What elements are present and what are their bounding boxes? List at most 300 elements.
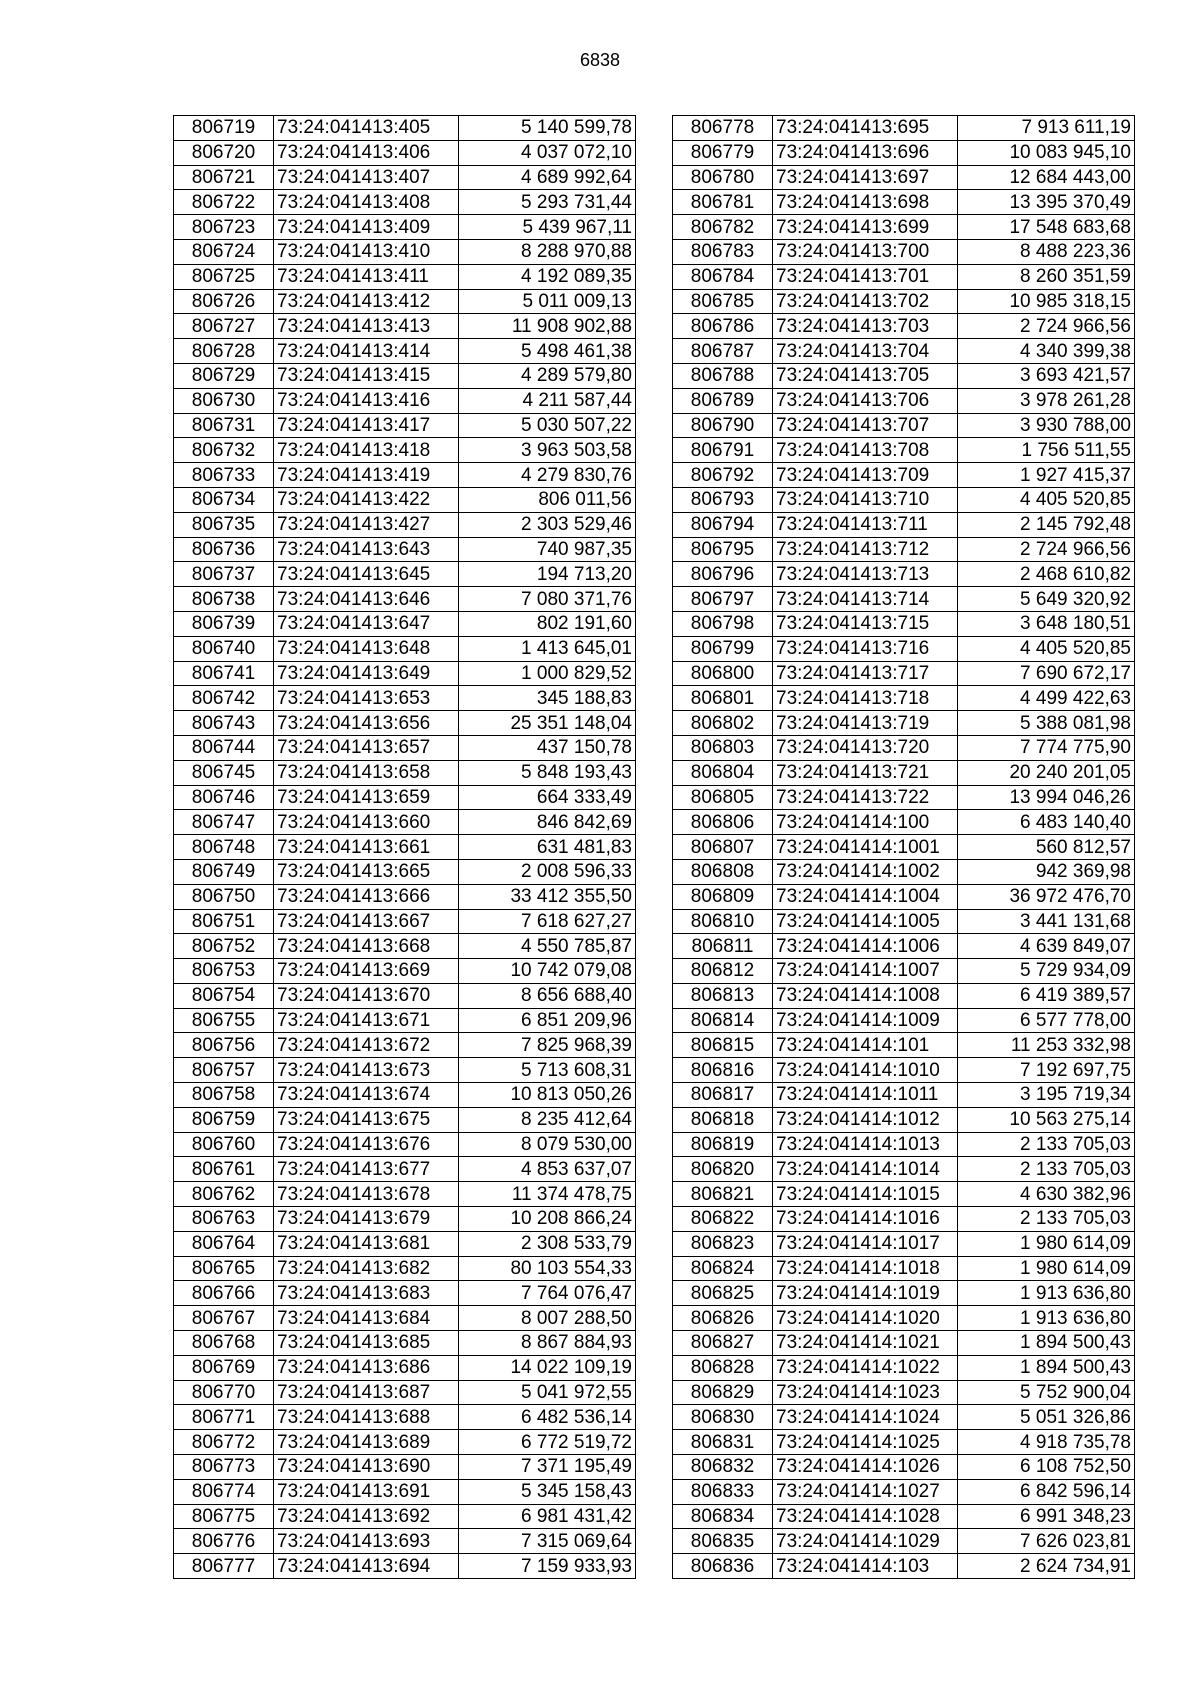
row-number: 806746 [174, 785, 274, 810]
row-number: 806824 [673, 1256, 773, 1281]
row-number: 806774 [174, 1479, 274, 1504]
row-number: 806811 [673, 934, 773, 959]
table-row [673, 1504, 1135, 1529]
table-row [174, 537, 636, 562]
table-row [174, 1331, 636, 1356]
row-number: 806719 [174, 116, 274, 141]
row-number: 806812 [673, 959, 773, 984]
cadastral-number: 73:24:041413:712 [773, 537, 958, 562]
row-number: 806771 [174, 1405, 274, 1430]
table-row [174, 1182, 636, 1207]
cadastral-number: 73:24:041414:1020 [773, 1306, 958, 1331]
table-row [174, 438, 636, 463]
table-row [673, 1281, 1135, 1306]
row-number: 806797 [673, 587, 773, 612]
row-number: 806785 [673, 289, 773, 314]
table-row [174, 1008, 636, 1033]
table-row [673, 1182, 1135, 1207]
right-table [672, 115, 1135, 1579]
table-row [673, 1207, 1135, 1232]
cadastral-value: 942 369,98 [958, 859, 1135, 884]
row-number: 806796 [673, 562, 773, 587]
cadastral-number: 73:24:041414:1009 [773, 1008, 958, 1033]
cadastral-value: 4 289 579,80 [459, 363, 636, 388]
cadastral-number: 73:24:041413:674 [274, 1083, 459, 1108]
cadastral-value: 11 374 478,75 [459, 1182, 636, 1207]
cadastral-value: 7 618 627,27 [459, 909, 636, 934]
row-number: 806809 [673, 884, 773, 909]
row-number: 806763 [174, 1207, 274, 1232]
row-number: 806798 [673, 611, 773, 636]
table-row [673, 785, 1135, 810]
cadastral-number: 73:24:041413:713 [773, 562, 958, 587]
row-number: 806789 [673, 388, 773, 413]
cadastral-number: 73:24:041414:1017 [773, 1231, 958, 1256]
table-row [673, 1107, 1135, 1132]
cadastral-number: 73:24:041413:702 [773, 289, 958, 314]
cadastral-number: 73:24:041414:1027 [773, 1479, 958, 1504]
cadastral-number: 73:24:041413:700 [773, 239, 958, 264]
table-row [673, 636, 1135, 661]
cadastral-number: 73:24:041413:715 [773, 611, 958, 636]
cadastral-value: 1 894 500,43 [958, 1355, 1135, 1380]
cadastral-number: 73:24:041413:708 [773, 438, 958, 463]
row-number: 806832 [673, 1455, 773, 1480]
cadastral-value: 3 441 131,68 [958, 909, 1135, 934]
row-number: 806786 [673, 314, 773, 339]
row-number: 806733 [174, 463, 274, 488]
cadastral-value: 5 498 461,38 [459, 339, 636, 364]
cadastral-number: 73:24:041414:103 [773, 1554, 958, 1579]
table-row [673, 1430, 1135, 1455]
table-row [673, 537, 1135, 562]
cadastral-number: 73:24:041414:1002 [773, 859, 958, 884]
cadastral-value: 1 413 645,01 [459, 636, 636, 661]
cadastral-value: 2 624 734,91 [958, 1554, 1135, 1579]
table-row [673, 1256, 1135, 1281]
cadastral-number: 73:24:041414:1007 [773, 959, 958, 984]
table-row [174, 388, 636, 413]
row-number: 806787 [673, 339, 773, 364]
cadastral-number: 73:24:041413:719 [773, 711, 958, 736]
cadastral-value: 36 972 476,70 [958, 884, 1135, 909]
cadastral-number: 73:24:041413:415 [274, 363, 459, 388]
cadastral-number: 73:24:041414:1004 [773, 884, 958, 909]
row-number: 806829 [673, 1380, 773, 1405]
cadastral-number: 73:24:041413:706 [773, 388, 958, 413]
cadastral-number: 73:24:041413:666 [274, 884, 459, 909]
row-number: 806773 [174, 1455, 274, 1480]
cadastral-value: 7 192 697,75 [958, 1058, 1135, 1083]
table-row [174, 859, 636, 884]
cadastral-number: 73:24:041413:416 [274, 388, 459, 413]
cadastral-number: 73:24:041413:696 [773, 140, 958, 165]
cadastral-value: 5 030 507,22 [459, 413, 636, 438]
row-number: 806747 [174, 810, 274, 835]
cadastral-number: 73:24:041414:1028 [773, 1504, 958, 1529]
cadastral-value: 345 188,83 [459, 686, 636, 711]
table-row [174, 116, 636, 141]
row-number: 806823 [673, 1231, 773, 1256]
cadastral-number: 73:24:041413:412 [274, 289, 459, 314]
row-number: 806783 [673, 239, 773, 264]
cadastral-value: 5 041 972,55 [459, 1380, 636, 1405]
table-row [673, 1033, 1135, 1058]
cadastral-value: 4 853 637,07 [459, 1157, 636, 1182]
cadastral-value: 7 371 195,49 [459, 1455, 636, 1480]
cadastral-value: 5 388 081,98 [958, 711, 1135, 736]
cadastral-number: 73:24:041414:1029 [773, 1529, 958, 1554]
cadastral-number: 73:24:041413:707 [773, 413, 958, 438]
cadastral-number: 73:24:041413:717 [773, 661, 958, 686]
cadastral-number: 73:24:041413:643 [274, 537, 459, 562]
table-row [174, 1033, 636, 1058]
cadastral-number: 73:24:041413:691 [274, 1479, 459, 1504]
cadastral-number: 73:24:041413:645 [274, 562, 459, 587]
table-row [174, 587, 636, 612]
cadastral-value: 7 080 371,76 [459, 587, 636, 612]
table-row [673, 1083, 1135, 1108]
cadastral-value: 7 690 672,17 [958, 661, 1135, 686]
cadastral-value: 6 483 140,40 [958, 810, 1135, 835]
cadastral-number: 73:24:041413:695 [773, 116, 958, 141]
cadastral-value: 7 315 069,64 [459, 1529, 636, 1554]
row-number: 806757 [174, 1058, 274, 1083]
cadastral-value: 1 756 511,55 [958, 438, 1135, 463]
table-row [174, 413, 636, 438]
cadastral-number: 73:24:041413:659 [274, 785, 459, 810]
cadastral-value: 13 994 046,26 [958, 785, 1135, 810]
cadastral-value: 437 150,78 [459, 735, 636, 760]
cadastral-number: 73:24:041413:413 [274, 314, 459, 339]
row-number: 806820 [673, 1157, 773, 1182]
row-number: 806767 [174, 1306, 274, 1331]
cadastral-number: 73:24:041413:689 [274, 1430, 459, 1455]
row-number: 806730 [174, 388, 274, 413]
cadastral-value: 6 772 519,72 [459, 1430, 636, 1455]
cadastral-number: 73:24:041413:410 [274, 239, 459, 264]
table-row [673, 1157, 1135, 1182]
cadastral-number: 73:24:041413:656 [274, 711, 459, 736]
row-number: 806808 [673, 859, 773, 884]
row-number: 806745 [174, 760, 274, 785]
table-row [673, 909, 1135, 934]
cadastral-number: 73:24:041413:703 [773, 314, 958, 339]
cadastral-number: 73:24:041413:710 [773, 487, 958, 512]
table-row [174, 463, 636, 488]
cadastral-number: 73:24:041413:407 [274, 165, 459, 190]
cadastral-value: 1 000 829,52 [459, 661, 636, 686]
cadastral-value: 5 439 967,11 [459, 215, 636, 240]
cadastral-value: 4 689 992,64 [459, 165, 636, 190]
table-row [174, 264, 636, 289]
table-row [673, 1355, 1135, 1380]
cadastral-number: 73:24:041413:668 [274, 934, 459, 959]
table-row [174, 909, 636, 934]
row-number: 806807 [673, 835, 773, 860]
table-row [174, 983, 636, 1008]
row-number: 806752 [174, 934, 274, 959]
row-number: 806753 [174, 959, 274, 984]
cadastral-value: 11 908 902,88 [459, 314, 636, 339]
cadastral-number: 73:24:041413:688 [274, 1405, 459, 1430]
row-number: 806743 [174, 711, 274, 736]
table-row [673, 934, 1135, 959]
table-row [673, 810, 1135, 835]
cadastral-value: 7 774 775,90 [958, 735, 1135, 760]
cadastral-value: 5 011 009,13 [459, 289, 636, 314]
row-number: 806755 [174, 1008, 274, 1033]
table-row [673, 1132, 1135, 1157]
cadastral-number: 73:24:041413:660 [274, 810, 459, 835]
row-number: 806729 [174, 363, 274, 388]
table-row [174, 1479, 636, 1504]
cadastral-number: 73:24:041413:720 [773, 735, 958, 760]
cadastral-number: 73:24:041413:679 [274, 1207, 459, 1232]
table-row [673, 711, 1135, 736]
cadastral-number: 73:24:041413:681 [274, 1231, 459, 1256]
row-number: 806834 [673, 1504, 773, 1529]
cadastral-number: 73:24:041413:693 [274, 1529, 459, 1554]
table-row [673, 487, 1135, 512]
cadastral-value: 7 825 968,39 [459, 1033, 636, 1058]
table-row [673, 1455, 1135, 1480]
row-number: 806819 [673, 1132, 773, 1157]
table-row [174, 884, 636, 909]
cadastral-value: 10 208 866,24 [459, 1207, 636, 1232]
row-number: 806751 [174, 909, 274, 934]
cadastral-number: 73:24:041413:704 [773, 339, 958, 364]
cadastral-number: 73:24:041413:677 [274, 1157, 459, 1182]
left-table-body [174, 116, 636, 1579]
cadastral-number: 73:24:041413:658 [274, 760, 459, 785]
row-number: 806831 [673, 1430, 773, 1455]
table-row [174, 140, 636, 165]
cadastral-value: 33 412 355,50 [459, 884, 636, 909]
row-number: 806815 [673, 1033, 773, 1058]
cadastral-value: 664 333,49 [459, 785, 636, 810]
cadastral-number: 73:24:041413:669 [274, 959, 459, 984]
cadastral-value: 1 980 614,09 [958, 1256, 1135, 1281]
row-number: 806722 [174, 190, 274, 215]
cadastral-value: 4 639 849,07 [958, 934, 1135, 959]
cadastral-number: 73:24:041413:673 [274, 1058, 459, 1083]
table-row [673, 1554, 1135, 1579]
row-number: 806814 [673, 1008, 773, 1033]
table-row [174, 1504, 636, 1529]
cadastral-value: 10 083 945,10 [958, 140, 1135, 165]
cadastral-number: 73:24:041413:709 [773, 463, 958, 488]
cadastral-value: 3 930 788,00 [958, 413, 1135, 438]
cadastral-number: 73:24:041413:406 [274, 140, 459, 165]
cadastral-number: 73:24:041413:698 [773, 190, 958, 215]
cadastral-number: 73:24:041413:661 [274, 835, 459, 860]
row-number: 806770 [174, 1380, 274, 1405]
cadastral-number: 73:24:041413:697 [773, 165, 958, 190]
row-number: 806781 [673, 190, 773, 215]
table-row [174, 165, 636, 190]
table-row [673, 289, 1135, 314]
row-number: 806782 [673, 215, 773, 240]
page-number: 6838 [579, 50, 621, 70]
cadastral-value: 4 630 382,96 [958, 1182, 1135, 1207]
row-number: 806777 [174, 1554, 274, 1579]
cadastral-value: 4 499 422,63 [958, 686, 1135, 711]
cadastral-number: 73:24:041414:1018 [773, 1256, 958, 1281]
cadastral-value: 1 913 636,80 [958, 1306, 1135, 1331]
row-number: 806833 [673, 1479, 773, 1504]
row-number: 806813 [673, 983, 773, 1008]
row-number: 806828 [673, 1355, 773, 1380]
row-number: 806818 [673, 1107, 773, 1132]
table-row [174, 239, 636, 264]
cadastral-value: 1 894 500,43 [958, 1331, 1135, 1356]
row-number: 806737 [174, 562, 274, 587]
cadastral-number: 73:24:041413:714 [773, 587, 958, 612]
row-number: 806801 [673, 686, 773, 711]
cadastral-number: 73:24:041414:1013 [773, 1132, 958, 1157]
cadastral-number: 73:24:041413:721 [773, 760, 958, 785]
row-number: 806720 [174, 140, 274, 165]
row-number: 806788 [673, 363, 773, 388]
cadastral-value: 6 991 348,23 [958, 1504, 1135, 1529]
cadastral-number: 73:24:041414:1008 [773, 983, 958, 1008]
cadastral-value: 2 724 966,56 [958, 537, 1135, 562]
cadastral-value: 5 752 900,04 [958, 1380, 1135, 1405]
cadastral-number: 73:24:041413:414 [274, 339, 459, 364]
cadastral-value: 2 133 705,03 [958, 1132, 1135, 1157]
cadastral-value: 4 550 785,87 [459, 934, 636, 959]
table-row [174, 785, 636, 810]
cadastral-value: 2 133 705,03 [958, 1157, 1135, 1182]
row-number: 806804 [673, 760, 773, 785]
cadastral-number: 73:24:041413:657 [274, 735, 459, 760]
cadastral-number: 73:24:041414:1010 [773, 1058, 958, 1083]
table-row [174, 1529, 636, 1554]
table-row [673, 1380, 1135, 1405]
cadastral-number: 73:24:041413:684 [274, 1306, 459, 1331]
cadastral-value: 5 649 320,92 [958, 587, 1135, 612]
row-number: 806825 [673, 1281, 773, 1306]
cadastral-value: 17 548 683,68 [958, 215, 1135, 240]
cadastral-value: 6 419 389,57 [958, 983, 1135, 1008]
table-row [673, 686, 1135, 711]
table-row [174, 661, 636, 686]
table-row [174, 215, 636, 240]
cadastral-number: 73:24:041413:417 [274, 413, 459, 438]
cadastral-number: 73:24:041414:1014 [773, 1157, 958, 1182]
row-number: 806830 [673, 1405, 773, 1430]
cadastral-value: 8 288 970,88 [459, 239, 636, 264]
cadastral-number: 73:24:041413:422 [274, 487, 459, 512]
cadastral-value: 2 468 610,82 [958, 562, 1135, 587]
row-number: 806741 [174, 661, 274, 686]
table-row [673, 1008, 1135, 1033]
table-row [174, 760, 636, 785]
table-row [174, 1455, 636, 1480]
cadastral-value: 2 724 966,56 [958, 314, 1135, 339]
cadastral-value: 3 693 421,57 [958, 363, 1135, 388]
cadastral-value: 11 253 332,98 [958, 1033, 1135, 1058]
row-number: 806780 [673, 165, 773, 190]
cadastral-number: 73:24:041413:409 [274, 215, 459, 240]
cadastral-value: 4 192 089,35 [459, 264, 636, 289]
row-number: 806822 [673, 1207, 773, 1232]
cadastral-value: 8 260 351,59 [958, 264, 1135, 289]
row-number: 806806 [673, 810, 773, 835]
table-row [174, 835, 636, 860]
row-number: 806817 [673, 1083, 773, 1108]
cadastral-value: 10 985 318,15 [958, 289, 1135, 314]
cadastral-value: 20 240 201,05 [958, 760, 1135, 785]
table-row [174, 735, 636, 760]
cadastral-number: 73:24:041413:699 [773, 215, 958, 240]
cadastral-value: 6 577 778,00 [958, 1008, 1135, 1033]
row-number: 806835 [673, 1529, 773, 1554]
cadastral-value: 3 648 180,51 [958, 611, 1135, 636]
cadastral-value: 6 482 536,14 [459, 1405, 636, 1430]
cadastral-number: 73:24:041413:686 [274, 1355, 459, 1380]
table-row [673, 239, 1135, 264]
cadastral-value: 14 022 109,19 [459, 1355, 636, 1380]
row-number: 806736 [174, 537, 274, 562]
row-number: 806805 [673, 785, 773, 810]
table-row [174, 512, 636, 537]
row-number: 806762 [174, 1182, 274, 1207]
cadastral-number: 73:24:041413:692 [274, 1504, 459, 1529]
cadastral-number: 73:24:041413:646 [274, 587, 459, 612]
cadastral-number: 73:24:041413:672 [274, 1033, 459, 1058]
table-row [673, 264, 1135, 289]
cadastral-value: 1 927 415,37 [958, 463, 1135, 488]
cadastral-value: 2 008 596,33 [459, 859, 636, 884]
row-number: 806759 [174, 1107, 274, 1132]
row-number: 806775 [174, 1504, 274, 1529]
cadastral-value: 2 133 705,03 [958, 1207, 1135, 1232]
table-row [174, 1430, 636, 1455]
cadastral-value: 631 481,83 [459, 835, 636, 860]
cadastral-number: 73:24:041413:670 [274, 983, 459, 1008]
cadastral-value: 4 340 399,38 [958, 339, 1135, 364]
cadastral-value: 560 812,57 [958, 835, 1135, 860]
cadastral-number: 73:24:041413:718 [773, 686, 958, 711]
table-row [174, 339, 636, 364]
row-number: 806769 [174, 1355, 274, 1380]
table-row [673, 760, 1135, 785]
row-number: 806802 [673, 711, 773, 736]
table-row [174, 1281, 636, 1306]
table-row [174, 686, 636, 711]
table-row [673, 339, 1135, 364]
cadastral-value: 10 813 050,26 [459, 1083, 636, 1108]
cadastral-number: 73:24:041413:418 [274, 438, 459, 463]
table-row [673, 1306, 1135, 1331]
row-number: 806749 [174, 859, 274, 884]
cadastral-value: 8 007 288,50 [459, 1306, 636, 1331]
cadastral-number: 73:24:041413:419 [274, 463, 459, 488]
table-row [673, 165, 1135, 190]
table-row [673, 215, 1135, 240]
cadastral-number: 73:24:041414:1024 [773, 1405, 958, 1430]
row-number: 806728 [174, 339, 274, 364]
row-number: 806836 [673, 1554, 773, 1579]
cadastral-value: 5 293 731,44 [459, 190, 636, 215]
cadastral-value: 806 011,56 [459, 487, 636, 512]
table-row [673, 983, 1135, 1008]
cadastral-value: 2 303 529,46 [459, 512, 636, 537]
table-row [174, 1083, 636, 1108]
row-number: 806792 [673, 463, 773, 488]
